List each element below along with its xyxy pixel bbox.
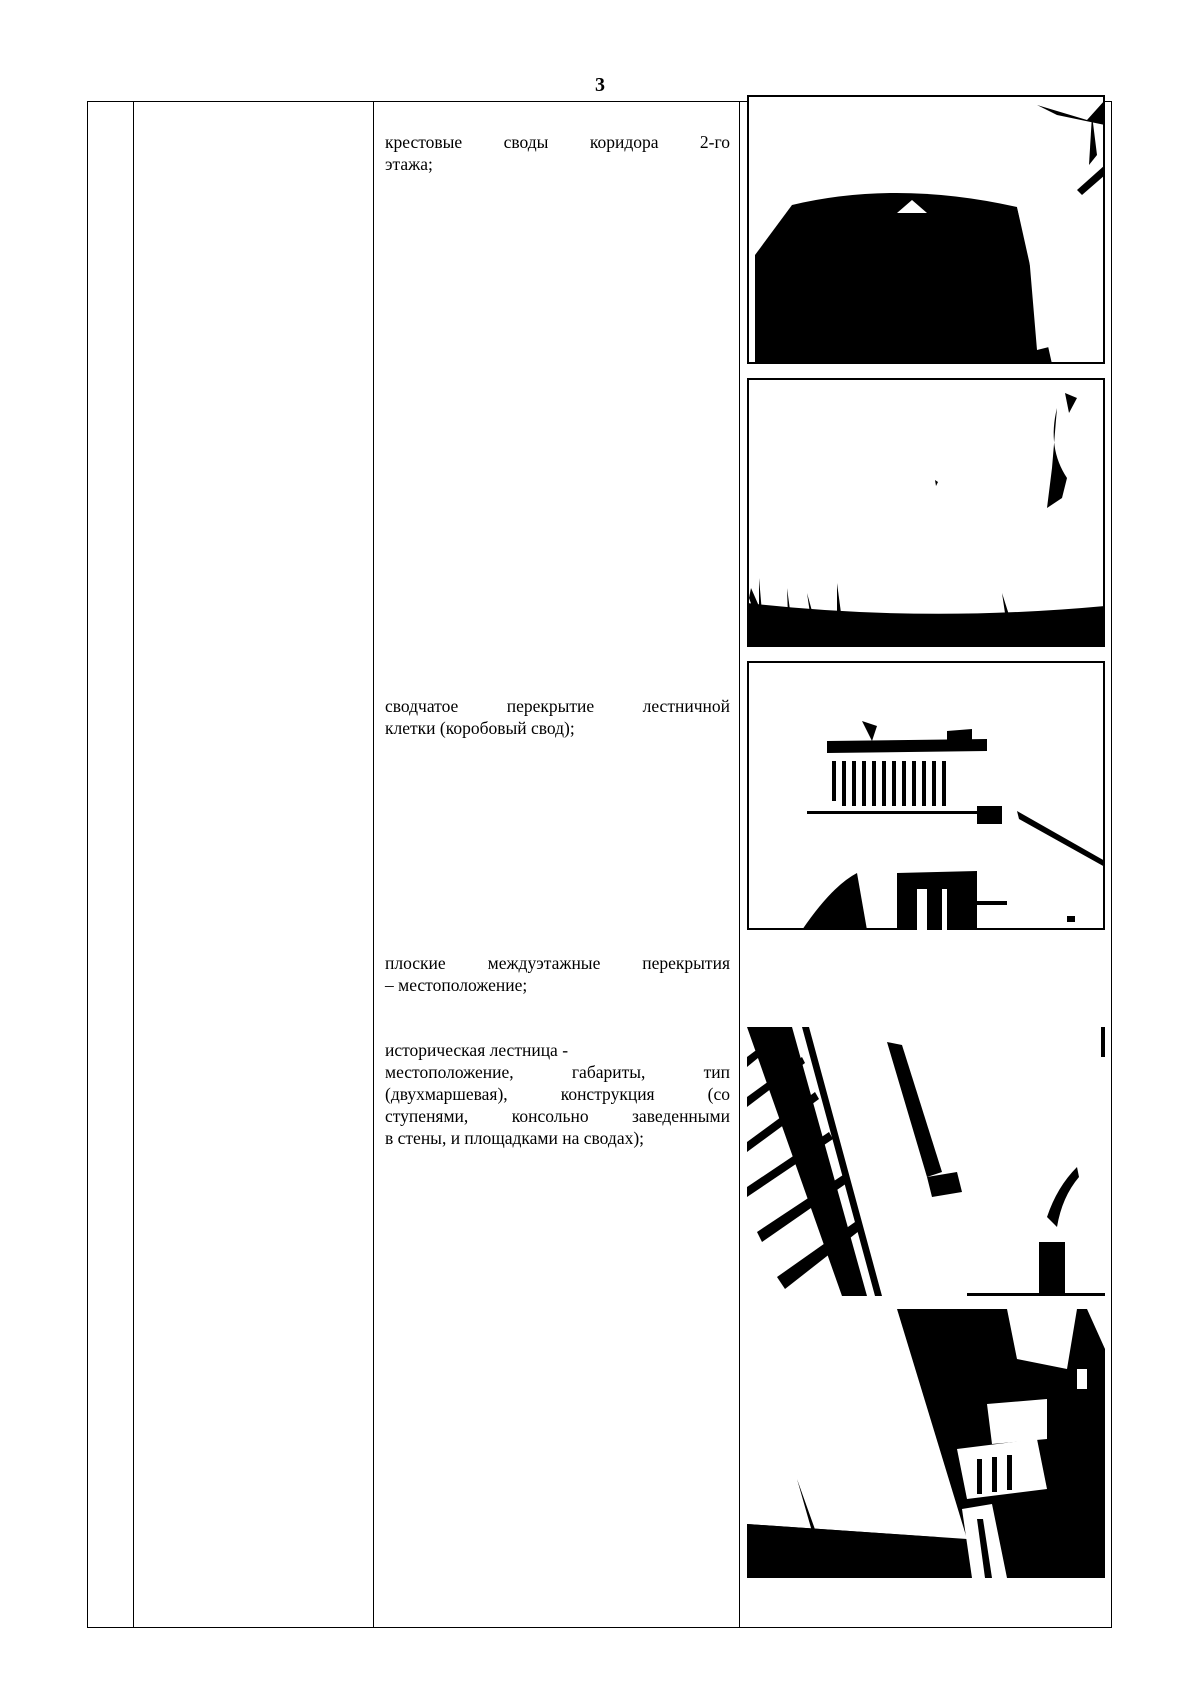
text-line: сводчатое перекрытие лестничной [385,696,730,716]
text-line: в стены, и площадками на сводах); [385,1128,645,1148]
text-line: местоположение, габариты, тип [385,1062,730,1082]
column-divider-2 [373,102,374,1627]
column-divider-1 [133,102,134,1627]
table-cell-text [385,131,730,175]
table-cell-text [385,1039,730,1149]
staircase-photo-1 [747,1027,1105,1296]
table-cell-text [385,695,730,739]
vault-corridor-photo-2 [747,378,1105,647]
column-divider-3 [739,102,740,1627]
text-line: этажа; [385,154,433,174]
table-cell-text [385,952,730,996]
text-line: (двухмаршевая), конструкция (со [385,1084,730,1104]
text-line: – местоположение; [385,975,528,995]
text-line: ступенями, консольно заведенными [385,1106,730,1126]
staircase-photo-2 [747,1309,1105,1578]
vault-corridor-photo-1 [747,95,1105,364]
text-line: клетки (коробовый свод); [385,718,575,738]
page-number: 3 [595,74,605,96]
text-line: плоские междуэтажные перекрытия [385,953,730,973]
text-line: крестовые своды коридора 2-го [385,132,730,152]
text-line: историческая лестница - [385,1040,569,1060]
staircase-vault-photo [747,661,1105,930]
document-table [87,101,1112,1628]
